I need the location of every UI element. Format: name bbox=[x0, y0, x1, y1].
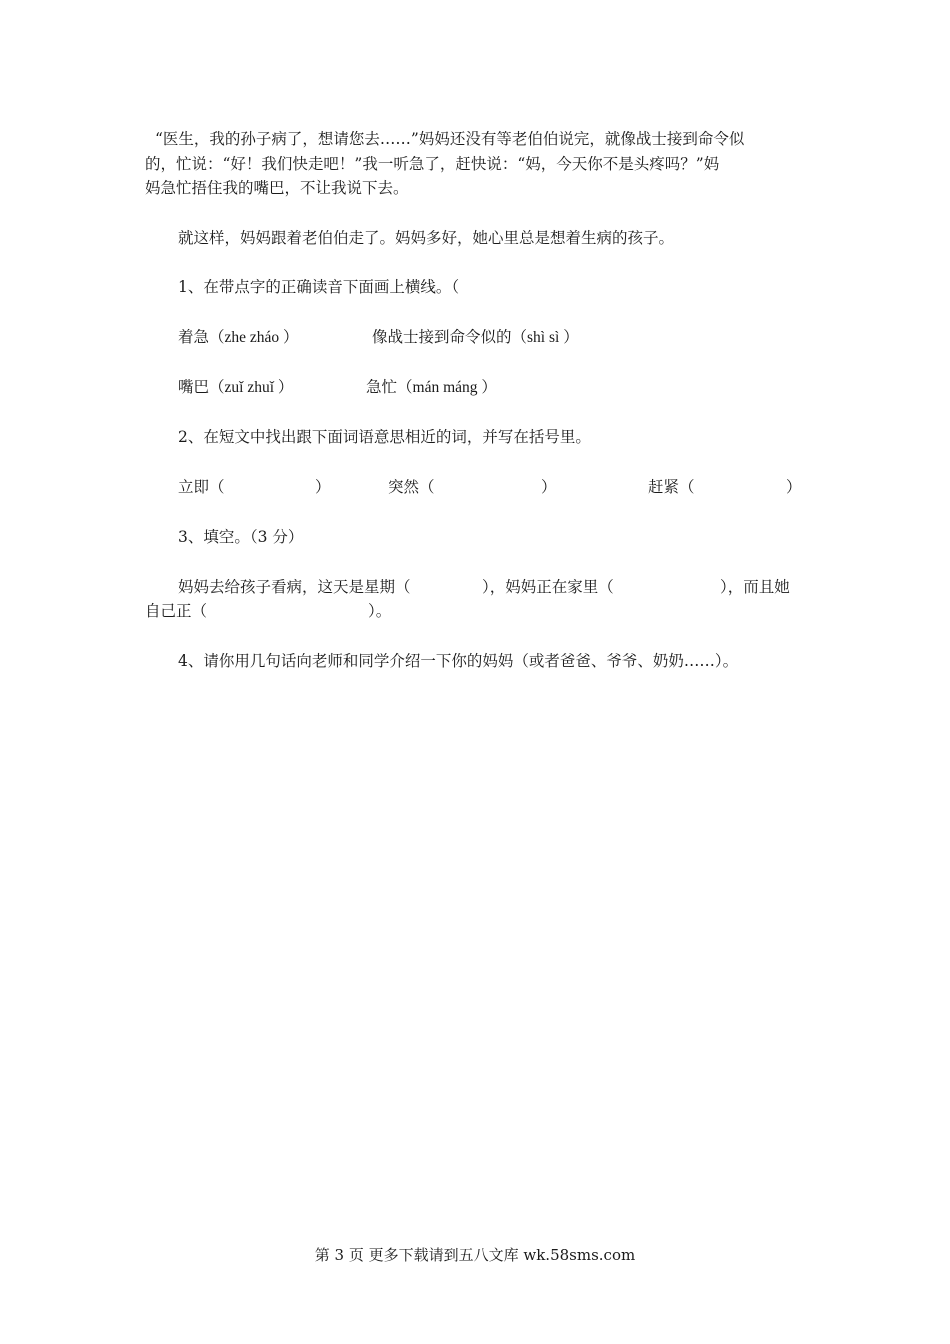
question-3-prompt: 3、填空。（3 分） bbox=[178, 528, 304, 546]
question-1-prompt: 1、在带点字的正确读音下面画上横线。（ bbox=[178, 278, 460, 296]
q1-item-3-word: 嘴巴（ bbox=[178, 378, 225, 396]
question-2-prompt: 2、在短文中找出跟下面词语意思相近的词，并写在括号里。 bbox=[178, 428, 591, 446]
passage-line-4: 就这样，妈妈跟着老伯伯走了。妈妈多好，她心里总是想着生病的孩子。 bbox=[178, 229, 675, 247]
q1-item-1-word: 着急（ bbox=[178, 328, 225, 346]
q1-item-2-pinyin: shì sì ） bbox=[527, 329, 579, 346]
question-1-row-1-b bbox=[372, 326, 579, 349]
q2-word-1: 立即（ bbox=[178, 478, 225, 496]
q2-blank-1-close: ） bbox=[315, 478, 331, 496]
passage-line-1: “医生，我的孙子病了，想请您去……”妈妈还没有等老伯伯说完，就像战士接到命令似 bbox=[155, 130, 745, 148]
question-4-prompt: 4、请你用几句话向老师和同学介绍一下你的妈妈（或者爸爸、爷爷、奶奶……）。 bbox=[178, 652, 739, 670]
q2-word-2: 突然（ bbox=[388, 478, 435, 496]
q1-item-3-pinyin: zuǐ zhuǐ ） bbox=[224, 379, 294, 396]
q1-item-4-pinyin: mán máng ） bbox=[412, 379, 497, 396]
q2-word-3: 赶紧（ bbox=[648, 478, 695, 496]
q1-item-2-word: 像战士接到命令似的（ bbox=[372, 328, 528, 346]
passage-line-2: 的，忙说：“好！我们快走吧！”我一听急了，赶快说：“妈，今天你不是头疼吗？”妈 bbox=[145, 155, 720, 173]
q2-blank-2-close: ） bbox=[541, 478, 557, 496]
q1-item-1-pinyin: zhe zháo ） bbox=[224, 329, 299, 346]
q3-line-1-b: ），妈妈正在家里（ bbox=[482, 578, 614, 596]
passage-line-3: 妈急忙捂住我的嘴巴，不让我说下去。 bbox=[145, 179, 409, 197]
question-1-row-2 bbox=[178, 376, 293, 399]
q3-line-1-a: 妈妈去给孩子看病，这天是星期（ bbox=[178, 578, 411, 596]
q1-item-4-word: 急忙（ bbox=[366, 378, 413, 396]
question-1-row-2-b bbox=[366, 376, 497, 399]
q3-line-2-a: 自己正（ bbox=[145, 602, 208, 620]
q2-blank-3-close: ） bbox=[786, 478, 802, 496]
question-1-row-1 bbox=[178, 326, 299, 349]
page-footer: 第 3 页 更多下载请到五八文库 wk.58sms.com bbox=[314, 1246, 636, 1264]
q3-line-2-b: ）。 bbox=[368, 602, 392, 620]
q3-line-1-c: ），而且她 bbox=[720, 578, 790, 596]
